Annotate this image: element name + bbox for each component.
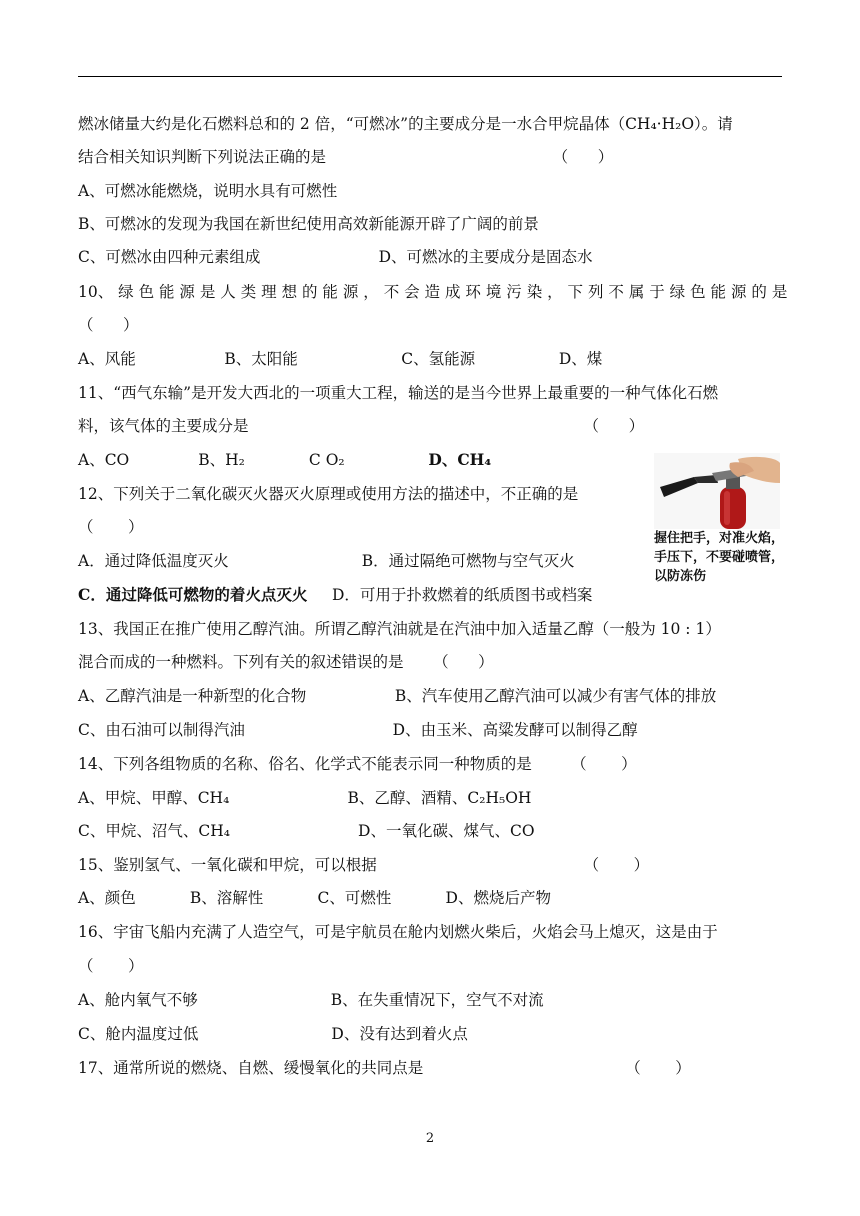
q11-stem-line2: 料，该气体的主要成分是 （ ） — [78, 417, 645, 435]
q17-stem: 17、通常所说的燃烧、自燃、缓慢氧化的共同点是 （ ） — [78, 1059, 691, 1077]
q12-option-d: D．可用于扑救燃着的纸质图书或档案 — [307, 586, 593, 604]
q11-stem-line1: 11、“西气东输”是开发大西北的一项重大工程，输送的是当今世界上最重要的一种气体化石燃 — [78, 384, 719, 402]
q12-stem: 12、下列关于二氧化碳灭火器灭火原理或使用方法的描述中，不正确的是 — [78, 485, 579, 503]
q11-option-d: D、CH₄ — [428, 450, 492, 469]
page-number: 2 — [425, 1131, 435, 1146]
q12-options-ab: A．通过降低温度灭火 B．通过隔绝可燃物与空气灭火 — [78, 552, 575, 570]
q9-option-b: B、可燃冰的发现为我国在新世纪使用高效新能源开辟了广阔的前景 — [78, 215, 539, 233]
q15-stem: 15、鉴别氢气、一氧化碳和甲烷，可以根据 （ ） — [78, 856, 650, 874]
q13-stem-line1: 13、我国正在推广使用乙醇汽油。所谓乙醇汽油就是在汽油中加入适量乙醇（一般为 10 : 1） — [78, 620, 721, 638]
figure-caption-line3: 以防冻伤 — [654, 569, 707, 584]
q16-options-ab: A、舱内氧气不够 B、在失重情况下，空气不对流 — [78, 991, 544, 1009]
q14-stem: 14、下列各组物质的名称、俗名、化学式不能表示同一种物质的是 （ ） — [78, 755, 637, 773]
q16-answer-bracket: （ ） — [78, 957, 144, 975]
q10-stem: 10、 绿 色 能 源 是 人 类 理 想 的 能 源 ， 不 会 造 成 环 境 污 染 ， 下 列 不 属 于 绿 色 能 源 的 是 — [78, 283, 788, 301]
q12-option-c: C．通过降低可燃物的着火点灭火 — [78, 585, 308, 604]
q9-options-cd: C、可燃冰由四种元素组成 D、可燃冰的主要成分是固态水 — [78, 248, 593, 266]
fire-extinguisher-photo — [654, 453, 780, 529]
figure-caption-line2: 手压下，不要碰喷管， — [654, 550, 785, 565]
figure-caption-line1: 握住把手，对准火焰， — [654, 531, 785, 546]
q13-options-ab: A、乙醇汽油是一种新型的化合物 B、汽车使用乙醇汽油可以减少有害气体的排放 — [78, 687, 717, 705]
q14-options-cd: C、甲烷、沼气、CH₄ D、一氧化碳、煤气、CO — [78, 822, 535, 840]
q9-stem-line2: 结合相关知识判断下列说法正确的是 （ ） — [78, 148, 614, 166]
fire-extinguisher-icon — [654, 453, 780, 529]
q13-options-cd: C、由石油可以制得汽油 D、由玉米、高粱发酵可以制得乙醇 — [78, 721, 638, 739]
q11-options-abc: A、CO B、H₂ C O₂ — [78, 451, 429, 469]
q9-option-a: A、可燃冰能燃烧，说明水具有可燃性 — [78, 182, 338, 200]
q14-options-ab: A、甲烷、甲醇、CH₄ B、乙醇、酒精、C₂H₅OH — [78, 789, 532, 807]
q13-stem-line2: 混合而成的一种燃料。下列有关的叙述错误的是 （ ） — [78, 653, 494, 671]
q11-options — [78, 450, 491, 470]
q15-options: A、颜色 B、溶解性 C、可燃性 D、燃烧后产物 — [78, 889, 551, 907]
q12-options-cd — [78, 585, 592, 605]
q10-answer-bracket: （ ） — [78, 316, 139, 334]
q12-answer-bracket: （ ） — [78, 518, 144, 536]
q10-options: A、风能 B、太阳能 C、氢能源 D、煤 — [78, 350, 603, 368]
header-rule — [78, 76, 782, 77]
q16-stem: 16、宇宙飞船内充满了人造空气，可是宇航员在舱内划燃火柴后，火焰会马上熄灭，这是由于 — [78, 923, 718, 941]
q9-stem-line1: 燃冰储量大约是化石燃料总和的 2 倍，“可燃冰”的主要成分是一水合甲烷晶体（CH₄·H₂O）。请 — [78, 115, 733, 133]
q16-options-cd: C、舱内温度过低 D、没有达到着火点 — [78, 1025, 468, 1043]
